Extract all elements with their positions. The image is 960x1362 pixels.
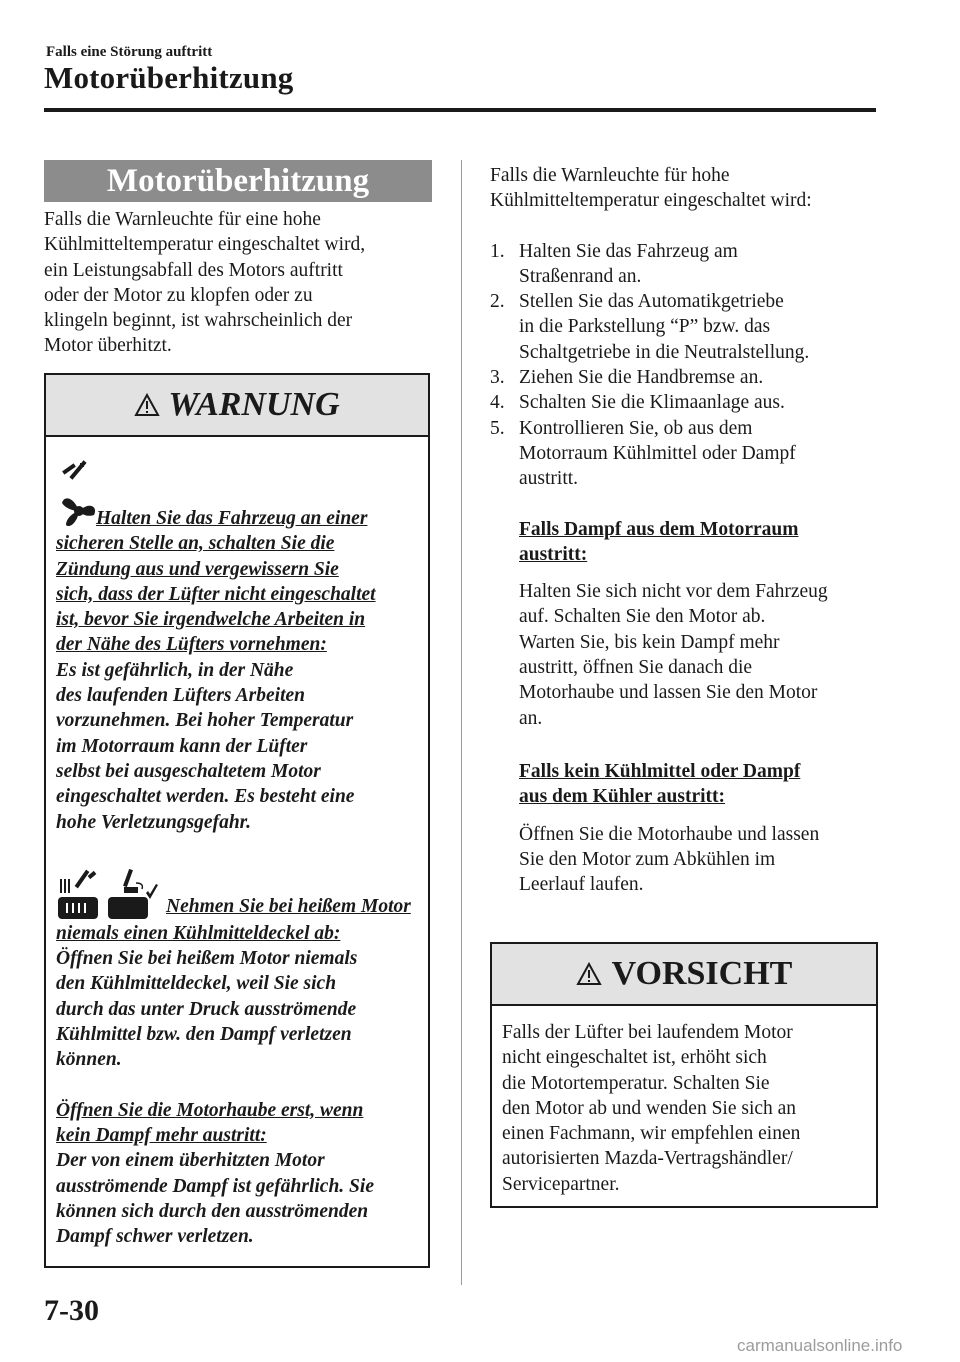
- watermark: carmanualsonline.info: [737, 1336, 903, 1355]
- warning-header: [46, 375, 428, 437]
- warning-box: WARNUNG Halten Sie das Fahrzeug an einer sicheren Stelle an, schalten Sie die Zündung aus und vergewissern Sie sich, dass der Lüfter nicht eingeschaltet ist, bevor Sie irgendwelche Arbeiten in der Nähe des Lüfters vornehmen: Es ist gefährlich, in der Nähe des laufenden Lüfters Arbeiten vorzunehmen. Bei hoher Temperatur im Motorraum kann der Lüfter selbst bei ausgeschaltetem Motor eingeschaltet werden. Es besteht eine hohe Verletzungsgefahr. Nehmen Sie bei heißem Motor niemals einen Kühlmitteldeckel ab: Öffnen Sie bei heißem Motor niemals den Kühlmitteldeckel, weil Sie sich durch das unter Druck ausströmende Kühlmittel bzw. den Dampf verletzen können. Öffnen Sie die Motorhaube erst, wenn kein Dampf mehr austritt: Der von einem überhitzten Motor ausströmende Dampf ist gefährlich. Sie können sich durch den ausströmenden Dampf schwer verletzen.: [44, 373, 430, 1268]
- caution-box: [490, 942, 878, 1208]
- warning-triangle-icon: [576, 962, 602, 986]
- intro-paragraph: Falls die Warnleuchte für eine hohe Kühlmitteltemperatur eingeschaltet wird, ein Leistungsabfall des Motors auftritt oder der Motor zu klopfen oder zu klingeln beginnt, ist wahrscheinlich der Motor überhitzt.: [44, 209, 366, 357]
- coolant-cap-icon: [56, 867, 100, 921]
- list-item: 4. Schalten Sie die Klimaanlage aus.: [490, 392, 785, 414]
- warning-title: WARNUNG: [168, 386, 340, 423]
- page-number: 7-30: [44, 1294, 99, 1327]
- warning-block-fan: Halten Sie das Fahrzeug an einer sicheren Stelle an, schalten Sie die Zündung aus und vergewissern Sie sich, dass der Lüfter nicht eingeschaltet ist, bevor Sie irgendwelche Arbeiten in der Nähe des Lüfters vornehmen: Es ist gefährlich, in der Nähe des laufenden Lüfters Arbeiten vorzunehmen. Bei hoher Temperatur im Motorraum kann der Lüfter selbst bei ausgeschaltetem Motor eingeschaltet werden. Es besteht eine hohe Verletzungsgefahr.: [56, 508, 376, 833]
- caution-text: Falls der Lüfter bei laufendem Motor nicht eingeschaltet ist, erhöht sich die Motortemperatur. Schalten Sie den Motor ab und wenden Sie sich an einen Fachmann, wir empfehlen einen autorisierten Mazda-Vertragshändler/ Servicepartner.: [502, 1022, 801, 1195]
- caution-title: VORSICHT: [611, 955, 793, 992]
- column-divider: [461, 160, 462, 1285]
- warning-triangle-icon: [134, 393, 160, 417]
- no-steam-case: Falls kein Kühlmittel oder Dampf aus dem Kühler austritt: Öffnen Sie die Motorhaube und lassen Sie den Motor zum Abkühlen im Leerlauf laufen.: [519, 760, 820, 896]
- warning-block-hood: Öffnen Sie die Motorhaube erst, wenn kein Dampf mehr austritt: Der von einem überhitzten Motor ausströmende Dampf ist gefährlich. Sie können sich durch den ausströmenden Dampf schwer verletzen.: [56, 1099, 374, 1248]
- list-item: 5. Kontrollieren Sie, ob aus dem Motorraum Kühlmittel oder Dampf austritt.: [490, 417, 796, 490]
- list-item: 3. Ziehen Sie die Handbremse an.: [490, 367, 764, 389]
- steps-list: [490, 239, 885, 492]
- chapter-label: Falls eine Störung auftritt: [46, 44, 213, 60]
- section-banner: Motorüberhitzung: [44, 160, 432, 202]
- header-rule: [44, 108, 876, 112]
- list-item: 2. Stellen Sie das Automatikgetriebe in die Parkstellung “P” bzw. das Schaltgetriebe in die Neutralstellung.: [490, 291, 810, 363]
- right-column: [490, 163, 885, 897]
- radiator-cap-icon: [106, 865, 160, 921]
- list-item: 1. Halten Sie das Fahrzeug am Straßenrand an.: [490, 240, 738, 287]
- page-title: Motorüberhitzung: [44, 60, 294, 95]
- right-intro-line: Kühlmitteltemperatur eingeschaltet wird:: [490, 190, 812, 212]
- steam-case: Falls Dampf aus dem Motorraum austritt: Halten Sie sich nicht vor dem Fahrzeug auf. Schalten Sie den Motor ab. Warten Sie, bis kein Dampf mehr austritt, öffnen Sie danach die Motorhaube und lassen Sie den Motor an.: [519, 518, 828, 729]
- caution-header: [492, 944, 876, 1006]
- right-intro-line: Falls die Warnleuchte für hohe: [490, 165, 730, 186]
- warning-block-coolant-cap: niemals einen Kühlmitteldeckel ab: Öffnen Sie bei heißem Motor niemals den Kühlmitteldeckel, weil Sie sich durch das unter Druck ausströmende Kühlmittel bzw. den Dampf verletzen können.: [56, 922, 358, 1071]
